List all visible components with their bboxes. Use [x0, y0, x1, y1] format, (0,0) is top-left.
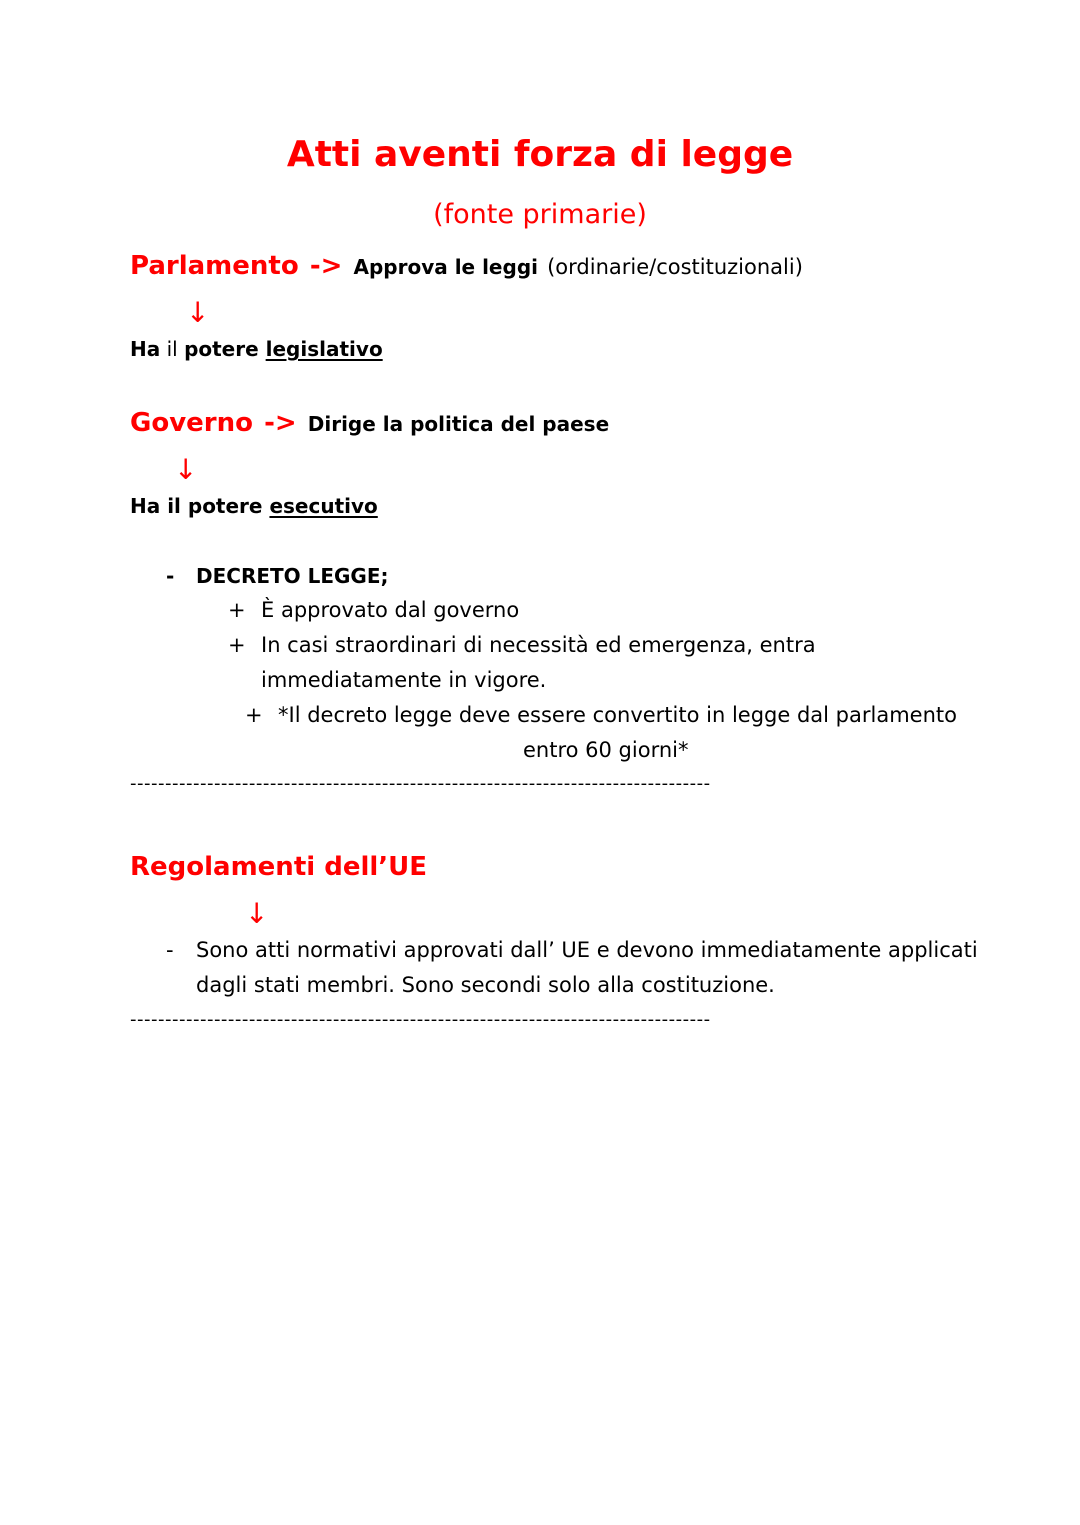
parlamento-heading: Parlamento — [130, 251, 299, 281]
parlamento-power-word: legislativo — [265, 337, 383, 361]
governo-power-word: esecutivo — [269, 494, 378, 518]
governo-line — [130, 408, 609, 438]
parlamento-action: Approva le leggi — [353, 255, 538, 279]
governo-arrow-right-icon: -> — [264, 408, 297, 438]
parlamento-action-detail: (ordinarie/costituzionali) — [547, 255, 803, 279]
decreto-item-2-cont: immediatamente in vigore. — [261, 668, 547, 692]
page-subtitle: (fonte primarie) — [433, 199, 647, 230]
decreto-item-3-cont: entro 60 giorni* — [523, 738, 689, 762]
separator-2: ----------------------------------------------------------------------------------- — [130, 1009, 711, 1030]
parlamento-line — [130, 251, 803, 281]
parlamento-power-ha: Ha — [130, 337, 161, 361]
decreto-item-2: In casi straordinari di necessità ed emergenza, entra — [261, 633, 816, 657]
regolamenti-line-1: Sono atti normativi approvati dall’ UE e devono immediatamente applicati — [196, 938, 978, 962]
governo-power-prefix: Ha il potere — [130, 494, 270, 518]
decreto-plus-3: + — [245, 703, 263, 727]
decreto-item-1: È approvato dal governo — [261, 598, 520, 622]
governo-heading: Governo — [130, 408, 253, 438]
governo-action: Dirige la politica del paese — [307, 412, 610, 436]
parlamento-arrow-down-icon: ↓ — [186, 296, 210, 329]
decreto-plus-2: + — [228, 633, 246, 657]
page-title: Atti aventi forza di legge — [286, 134, 794, 175]
governo-power — [130, 494, 378, 518]
decreto-item-3: *Il decreto legge deve essere convertito in legge dal parlamento — [278, 703, 957, 727]
decreto-plus-1: + — [228, 598, 246, 622]
regolamenti-line-2: dagli stati membri. Sono secondi solo alla costituzione. — [196, 973, 775, 997]
parlamento-arrow-right-icon: -> — [309, 251, 343, 281]
parlamento-power-potere: potere — [184, 337, 266, 361]
regolamenti-heading: Regolamenti dell’UE — [130, 852, 428, 882]
governo-arrow-down-icon: ↓ — [174, 453, 198, 486]
parlamento-power — [130, 337, 383, 361]
decreto-label: DECRETO LEGGE; — [196, 564, 389, 588]
separator-1: ----------------------------------------------------------------------------------- — [130, 773, 711, 794]
parlamento-power-il: il — [160, 337, 185, 361]
regolamenti-dash: - — [166, 938, 174, 962]
regolamenti-arrow-down-icon: ↓ — [245, 897, 269, 930]
decreto-dash: - — [166, 564, 175, 588]
